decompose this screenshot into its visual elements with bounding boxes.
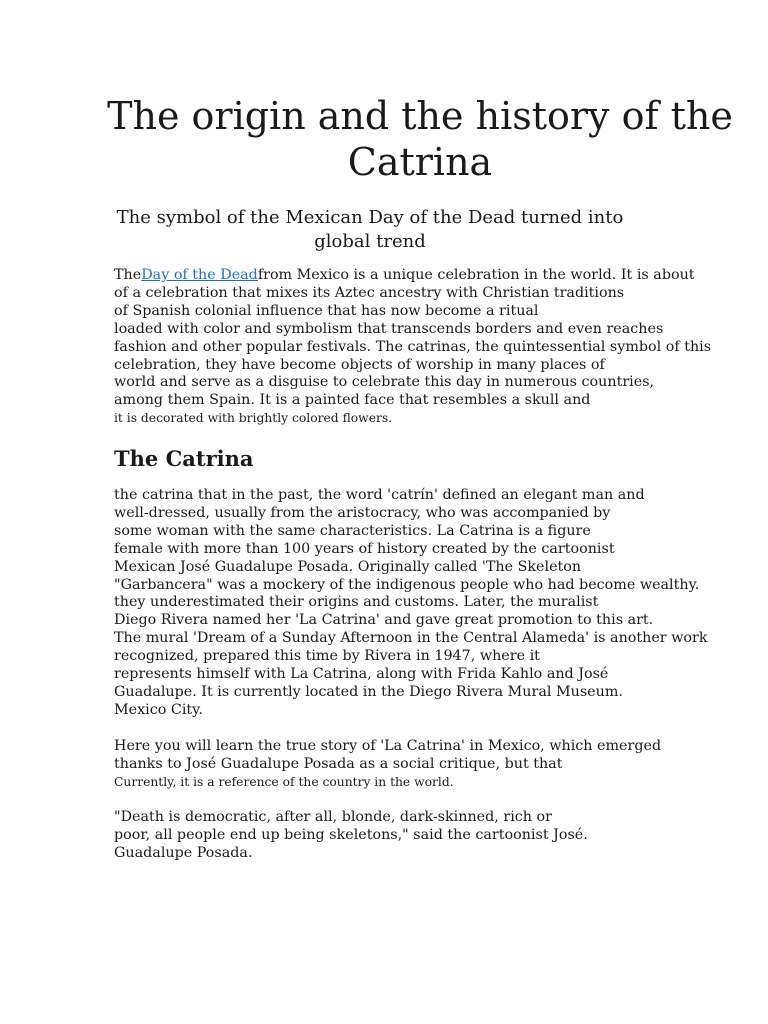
- paragraph-line: it is decorated with brightly colored flowers.: [114, 411, 393, 426]
- paragraph-line: world and serve as a disguise to celebrate this day in numerous countries,: [114, 374, 655, 391]
- paragraph-line: represents himself with La Catrina, along with Frida Kahlo and José: [114, 666, 609, 683]
- page-title: [100, 93, 740, 185]
- paragraph-line: of Spanish colonial influence that has now become a ritual: [114, 302, 539, 319]
- intro-line-rest: from Mexico is a unique celebration in the world. It is about: [257, 267, 695, 283]
- paragraph-line: "Garbancera" was a mockery of the indigenous people who had become wealthy.: [114, 576, 700, 593]
- paragraph-line: some woman with the same characteristics. La Catrina is a figure: [114, 522, 591, 539]
- paragraph-line: thanks to José Guadalupe Posada as a social critique, but that: [114, 755, 563, 772]
- title-line: The origin and the history of the: [107, 94, 733, 138]
- paragraph-line: Currently, it is a reference of the country in the world.: [114, 774, 454, 789]
- paragraph-line: the catrina that in the past, the word 'catrín' defined an elegant man and: [114, 487, 645, 503]
- paragraph-line: poor, all people end up being skeletons," said the cartoonist José.: [114, 826, 588, 843]
- paragraph-line: recognized, prepared this time by Rivera in 1947, where it: [114, 648, 540, 665]
- page-subtitle: [100, 206, 640, 254]
- subtitle-line: The symbol of the Mexican Day of the Dead turned into: [116, 207, 624, 228]
- paragraph-line: Diego Rivera named her 'La Catrina' and gave great promotion to this art.: [114, 612, 654, 629]
- story-paragraph: [114, 738, 714, 792]
- catrina-paragraph: [114, 487, 714, 720]
- paragraph-line: well-dressed, usually from the aristocracy, who was accompanied by: [114, 504, 611, 521]
- intro-paragraph: [114, 267, 714, 428]
- paragraph-line: of a celebration that mixes its Aztec ancestry with Christian traditions: [114, 284, 625, 301]
- paragraph-line: [114, 267, 714, 285]
- paragraph-line: Guadalupe. It is currently located in the Diego Rivera Mural Museum.: [114, 683, 623, 700]
- paragraph-line: Mexican José Guadalupe Posada. Originally called 'The Skeleton: [114, 558, 582, 575]
- paragraph-line: loaded with color and symbolism that transcends borders and even reaches: [114, 320, 664, 337]
- paragraph-line: Guadalupe Posada.: [114, 844, 253, 861]
- paragraph-line: celebration, they have become objects of worship in many places of: [114, 356, 605, 373]
- paragraph-line: "Death is democratic, after all, blonde, dark-skinned, rich or: [114, 809, 552, 825]
- paragraph-line: fashion and other popular festivals. The catrinas, the quintessential symbol of this: [114, 338, 712, 355]
- quote-paragraph: [114, 809, 714, 863]
- paragraph-line: female with more than 100 years of history created by the cartoonist: [114, 540, 615, 557]
- paragraph-line: among them Spain. It is a painted face that resembles a skull and: [114, 392, 591, 409]
- section-heading: The Catrina: [114, 446, 254, 471]
- paragraph-line: The mural 'Dream of a Sunday Afternoon in the Central Alameda' is another work: [114, 630, 708, 647]
- paragraph-line: they underestimated their origins and customs. Later, the muralist: [114, 594, 599, 611]
- paragraph-line: Mexico City.: [114, 701, 203, 718]
- paragraph-line: Here you will learn the true story of 'La Catrina' in Mexico, which emerged: [114, 738, 662, 754]
- subtitle-line: global trend: [314, 231, 426, 252]
- intro-prefix: The: [114, 267, 142, 283]
- title-line: Catrina: [347, 140, 493, 184]
- day-of-the-dead-link[interactable]: Day of the Dead: [141, 267, 258, 283]
